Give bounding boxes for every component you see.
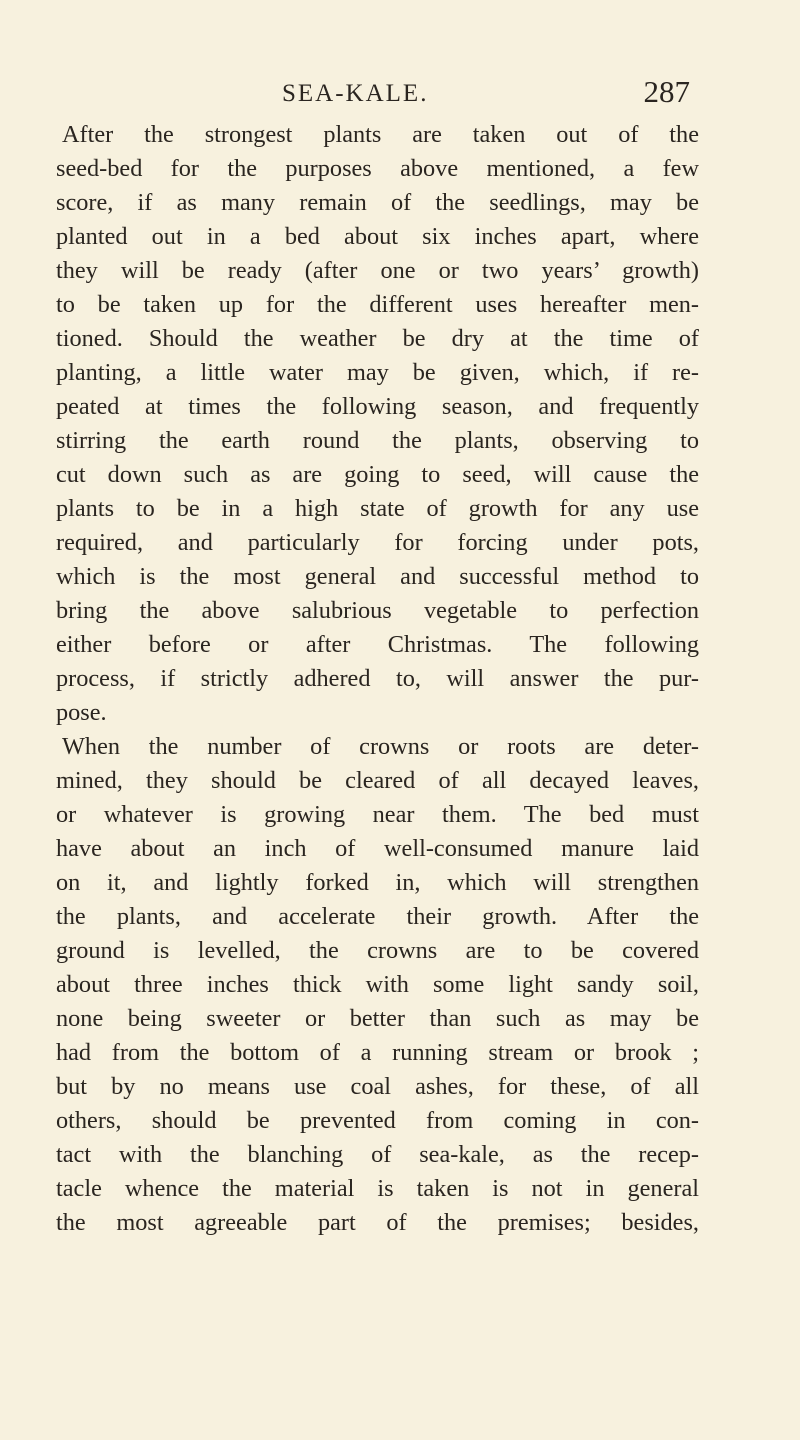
text-line: or whatever is growing near them. The bed must bbox=[56, 801, 699, 828]
text-line: planted out in a bed about six inches apart, where bbox=[56, 223, 699, 250]
text-line: required, and particularly for forcing under pots, bbox=[56, 529, 699, 556]
text-line: peated at times the following season, and frequently bbox=[56, 393, 699, 420]
text-line: the most agreeable part of the premises; besides, bbox=[56, 1209, 699, 1236]
text-line: which is the most general and successful method to bbox=[56, 563, 699, 590]
text-line: tact with the blanching of sea-kale, as the recep- bbox=[56, 1141, 699, 1168]
text-line: process, if strictly adhered to, will answer the pur- bbox=[56, 665, 699, 692]
text-line: plants to be in a high state of growth for any use bbox=[56, 495, 699, 522]
text-line: bring the above salubrious vegetable to perfection bbox=[56, 597, 699, 624]
text-line: seed-bed for the purposes above mentioned, a few bbox=[56, 155, 699, 182]
text-line: ground is levelled, the crowns are to be covered bbox=[56, 937, 699, 964]
text-line: stirring the earth round the plants, observing to bbox=[56, 427, 699, 454]
text-line: had from the bottom of a running stream or brook ; bbox=[56, 1039, 699, 1066]
text-line: either before or after Christmas. The following bbox=[56, 631, 699, 658]
text-line: none being sweeter or better than such as may be bbox=[56, 1005, 699, 1032]
running-head bbox=[60, 74, 690, 114]
text-line: mined, they should be cleared of all decayed leaves, bbox=[56, 767, 699, 794]
body-text bbox=[56, 118, 699, 1240]
text-line: cut down such as are going to seed, will cause the bbox=[56, 461, 699, 488]
text-line: the plants, and accelerate their growth. After the bbox=[56, 903, 699, 930]
text-line: to be taken up for the different uses hereafter men- bbox=[56, 291, 699, 318]
text-line: pose. bbox=[56, 699, 107, 726]
text-line: When the number of crowns or roots are deter- bbox=[62, 733, 699, 760]
text-line: have about an inch of well-consumed manure laid bbox=[56, 835, 699, 862]
page-number: 287 bbox=[643, 74, 690, 109]
text-line: planting, a little water may be given, which, if re- bbox=[56, 359, 699, 386]
text-line: on it, and lightly forked in, which will strengthen bbox=[56, 869, 699, 896]
text-line: tacle whence the material is taken is not in general bbox=[56, 1175, 699, 1202]
running-head-title: SEA-KALE. bbox=[282, 80, 429, 107]
text-line: they will be ready (after one or two years’ growth) bbox=[56, 257, 699, 284]
text-line: score, if as many remain of the seedlings, may be bbox=[56, 189, 699, 216]
text-line: tioned. Should the weather be dry at the time of bbox=[56, 325, 699, 352]
text-line: others, should be prevented from coming in con- bbox=[56, 1107, 699, 1134]
text-line: about three inches thick with some light sandy soil, bbox=[56, 971, 699, 998]
text-line: but by no means use coal ashes, for these, of all bbox=[56, 1073, 699, 1100]
text-line: After the strongest plants are taken out of the bbox=[62, 121, 699, 148]
